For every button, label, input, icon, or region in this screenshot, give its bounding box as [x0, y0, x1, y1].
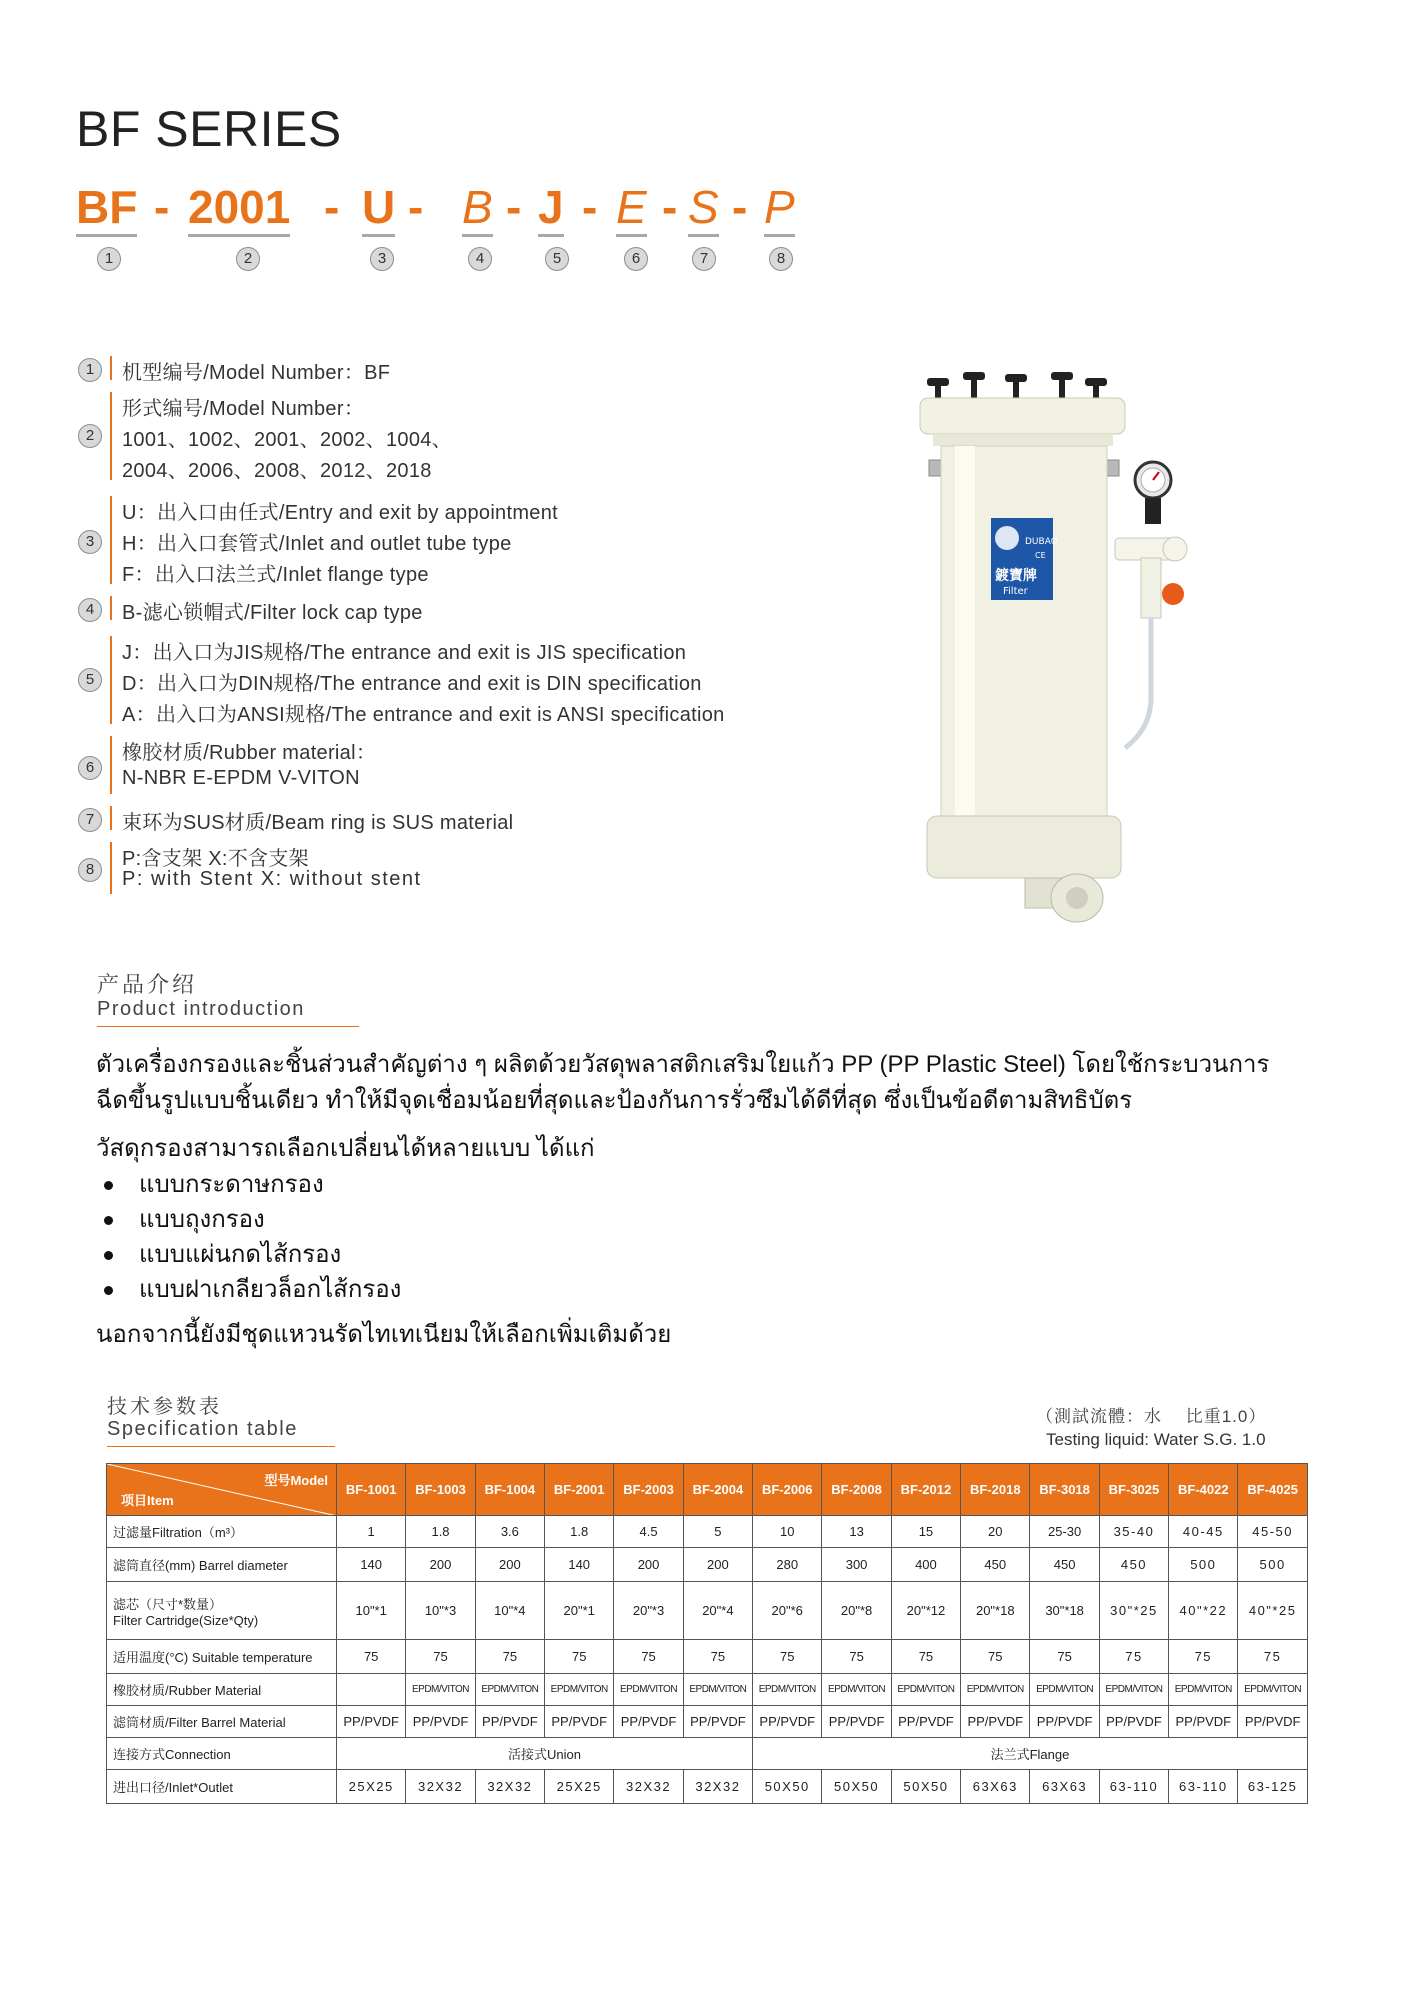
intro-para3: นอกจากนี้ยังมีชุดแหวนรัดไทเทเนียมให้เลือกเพิ่มเติมด้วย	[96, 1321, 672, 1348]
table-row	[107, 1582, 1308, 1640]
table-row	[107, 1548, 1308, 1582]
cell: 32X32	[614, 1770, 683, 1804]
code-separator: -	[506, 181, 522, 233]
header-model-cell: BF-1004	[475, 1464, 544, 1516]
cell: 10"*1	[337, 1582, 406, 1640]
intro-title-cn: 产品介绍	[97, 972, 198, 997]
header-model-cell: BF-3018	[1030, 1464, 1099, 1516]
cell: 30"*18	[1030, 1582, 1099, 1640]
cell: 25X25	[545, 1770, 614, 1804]
cell: PP/PVDF	[1238, 1706, 1307, 1738]
legend-bar	[110, 736, 112, 794]
cell: 50X50	[753, 1770, 822, 1804]
cell: 75	[1099, 1640, 1168, 1674]
code-seg-6: E	[616, 180, 647, 237]
cell: 200	[683, 1548, 752, 1582]
cell: 1	[337, 1516, 406, 1548]
cell: EPDM/VITON	[545, 1674, 614, 1706]
cell: 50X50	[891, 1770, 960, 1804]
code-number-7: 7	[692, 247, 716, 271]
code-number-6: 6	[624, 247, 648, 271]
connection-union: 活接式Union	[337, 1738, 753, 1770]
legend-text: 机型编号/Model Number：BF	[122, 362, 391, 384]
code-seg-5: J	[538, 180, 564, 237]
cell: 75	[683, 1640, 752, 1674]
legend-text: 橡胶材质/Rubber material：	[122, 742, 377, 764]
cell: PP/PVDF	[337, 1706, 406, 1738]
intro-bullet	[104, 1199, 265, 1238]
legend-number: 5	[78, 668, 102, 692]
cell	[337, 1674, 406, 1706]
spec-title-en: Specification table	[107, 1418, 298, 1440]
cell: PP/PVDF	[683, 1706, 752, 1738]
cell: 400	[891, 1548, 960, 1582]
bullet-text: แบบกระดาษกรอง	[139, 1171, 324, 1198]
code-separator: -	[732, 181, 748, 233]
cell: 450	[1030, 1548, 1099, 1582]
cell: 40"*25	[1238, 1582, 1307, 1640]
code-seg-7: S	[688, 180, 719, 237]
header-model-cell: BF-2001	[545, 1464, 614, 1516]
cell: PP/PVDF	[1169, 1706, 1238, 1738]
table-row	[107, 1738, 1308, 1770]
cell: 63-125	[1238, 1770, 1307, 1804]
code-seg-8: P	[764, 180, 795, 237]
legend-text: J：出入口为JIS规格/The entrance and exit is JIS specification	[122, 642, 687, 664]
header-model-cell: BF-2008	[822, 1464, 891, 1516]
cell: 20"*12	[891, 1582, 960, 1640]
bullet-text: แบบฝาเกลียวล็อกไส้กรอง	[139, 1276, 402, 1303]
row-label: 进出口径/Inlet*Outlet	[107, 1770, 337, 1804]
cell: 63X63	[961, 1770, 1030, 1804]
legend-bar	[110, 596, 112, 620]
code-seg-4: B	[462, 180, 493, 237]
cell: 30"*25	[1099, 1582, 1168, 1640]
code-separator: -	[324, 181, 340, 233]
cell: EPDM/VITON	[1030, 1674, 1099, 1706]
cell: 4.5	[614, 1516, 683, 1548]
header-model-cell: BF-4022	[1169, 1464, 1238, 1516]
legend-number: 2	[78, 424, 102, 448]
cell: 45-50	[1238, 1516, 1307, 1548]
cell: 25X25	[337, 1770, 406, 1804]
cell: 450	[961, 1548, 1030, 1582]
row-label-line1: 滤芯（尺寸*数量）	[113, 1596, 223, 1612]
spec-table	[106, 1463, 1308, 1804]
cell: 75	[1030, 1640, 1099, 1674]
cell: 75	[1169, 1640, 1238, 1674]
legend-text: 束环为SUS材质/Beam ring is SUS material	[122, 812, 514, 834]
cell: 63-110	[1099, 1770, 1168, 1804]
cell: 25-30	[1030, 1516, 1099, 1548]
cell: EPDM/VITON	[1099, 1674, 1168, 1706]
bullet-dot	[104, 1286, 113, 1295]
cell: 20"*8	[822, 1582, 891, 1640]
cell: 300	[822, 1548, 891, 1582]
cell: PP/PVDF	[545, 1706, 614, 1738]
row-label: 橡胶材质/Rubber Material	[107, 1674, 337, 1706]
legend-text: 1001、1002、2001、2002、1004、	[122, 429, 452, 451]
bullet-text: แบบแผ่นกดไส้กรอง	[139, 1241, 342, 1268]
legend-number: 4	[78, 598, 102, 622]
cell: 63-110	[1169, 1770, 1238, 1804]
cell: PP/PVDF	[822, 1706, 891, 1738]
cell: 500	[1238, 1548, 1307, 1582]
cell: 20"*18	[961, 1582, 1030, 1640]
bullet-text: แบบถุงกรอง	[139, 1206, 265, 1233]
intro-bullet	[104, 1164, 324, 1203]
cell: PP/PVDF	[406, 1706, 475, 1738]
header-model-cell: BF-3025	[1099, 1464, 1168, 1516]
legend-bar	[110, 356, 112, 380]
cell: EPDM/VITON	[1169, 1674, 1238, 1706]
header-model-cell: BF-2018	[961, 1464, 1030, 1516]
code-separator: -	[408, 181, 424, 233]
cell: 1.8	[545, 1516, 614, 1548]
cell: 10"*3	[406, 1582, 475, 1640]
cell: 50X50	[822, 1770, 891, 1804]
cell: EPDM/VITON	[614, 1674, 683, 1706]
intro-para1-line1: ตัวเครื่องกรองและชิ้นส่วนสำคัญต่าง ๆ ผลิตด้วยวัสดุพลาสติกเสริมใยแก้ว PP (PP Plastic Steel) โดยใช้กระบวนการ	[96, 1051, 1270, 1078]
legend-number: 6	[78, 756, 102, 780]
intro-para2: วัสดุกรองสามารถเลือกเปลี่ยนได้หลายแบบ ได้แก่	[96, 1135, 595, 1162]
cell: 20"*3	[614, 1582, 683, 1640]
code-separator: -	[582, 181, 598, 233]
cell: 20"*1	[545, 1582, 614, 1640]
table-row	[107, 1706, 1308, 1738]
cell: 1.8	[406, 1516, 475, 1548]
row-label: 过滤量Filtration（m³）	[107, 1516, 337, 1548]
cell: 280	[753, 1548, 822, 1582]
code-seg-3: U	[362, 180, 395, 237]
logo-text: DUBAO	[1025, 537, 1058, 547]
intro-bullet	[104, 1234, 341, 1273]
code-number-8: 8	[769, 247, 793, 271]
legend-text: D：出入口为DIN规格/The entrance and exit is DIN specification	[122, 673, 702, 695]
intro-underline	[97, 1026, 359, 1027]
legend-text: H：出入口套管式/Inlet and outlet tube type	[122, 533, 512, 555]
cell: 75	[961, 1640, 1030, 1674]
cell: 32X32	[475, 1770, 544, 1804]
legend-text: P:含支架 X:不含支架	[122, 848, 309, 870]
intro-para1-line2: ฉีดขึ้นรูปแบบชิ้นเดียว ทำให้มีจุดเชื่อมน้อยที่สุดและป้องกันการรั่วซึมได้ดีที่สุด ซึ่งเป็นข้อดีตามสิทธิบัตร	[96, 1087, 1133, 1114]
legend-text: P: with Stent X: without stent	[122, 868, 422, 890]
code-number-4: 4	[468, 247, 492, 271]
header-model-cell: BF-2004	[683, 1464, 752, 1516]
cell: EPDM/VITON	[891, 1674, 960, 1706]
cell: EPDM/VITON	[961, 1674, 1030, 1706]
legend-number: 1	[78, 358, 102, 382]
ce-mark: CE	[1035, 551, 1046, 560]
legend-text: A：出入口为ANSI规格/The entrance and exit is ANSI specification	[122, 704, 725, 726]
table-header-row	[107, 1464, 1308, 1516]
cell: PP/PVDF	[891, 1706, 960, 1738]
code-number-2: 2	[236, 247, 260, 271]
cell: 40"*22	[1169, 1582, 1238, 1640]
cell: 32X32	[683, 1770, 752, 1804]
cell: PP/PVDF	[1030, 1706, 1099, 1738]
table-row	[107, 1640, 1308, 1674]
cell: EPDM/VITON	[475, 1674, 544, 1706]
cell: PP/PVDF	[614, 1706, 683, 1738]
legend-number: 7	[78, 808, 102, 832]
row-label: 适用温度(°C) Suitable temperature	[107, 1640, 337, 1674]
cell: 500	[1169, 1548, 1238, 1582]
header-model-cell: BF-2003	[614, 1464, 683, 1516]
spec-note-cn: （測試流體：水 比重1.0）	[1036, 1407, 1267, 1426]
row-label	[107, 1582, 337, 1640]
cell: 140	[545, 1548, 614, 1582]
code-separator: -	[662, 181, 678, 233]
cell: 63X63	[1030, 1770, 1099, 1804]
legend-number: 8	[78, 858, 102, 882]
spec-note-en: Testing liquid: Water S.G. 1.0	[1046, 1430, 1266, 1449]
spec-underline	[107, 1446, 335, 1447]
table-row	[107, 1674, 1308, 1706]
cell: 200	[614, 1548, 683, 1582]
legend-bar	[110, 842, 112, 894]
code-seg-1: BF	[76, 180, 137, 237]
header-item: 项目Item	[121, 1493, 174, 1508]
cell: PP/PVDF	[753, 1706, 822, 1738]
cell: PP/PVDF	[475, 1706, 544, 1738]
legend-text: U：出入口由任式/Entry and exit by appointment	[122, 502, 558, 524]
cell: 75	[406, 1640, 475, 1674]
cell: 20	[961, 1516, 1030, 1548]
bullet-dot	[104, 1251, 113, 1260]
cell: 40-45	[1169, 1516, 1238, 1548]
table-row	[107, 1516, 1308, 1548]
legend-text: B-滤心锁帽式/Filter lock cap type	[122, 602, 423, 624]
code-number-1: 1	[97, 247, 121, 271]
cell: 75	[545, 1640, 614, 1674]
connection-flange: 法兰式Flange	[753, 1738, 1308, 1770]
table-row	[107, 1770, 1308, 1804]
product-image	[905, 368, 1205, 928]
cell: 75	[891, 1640, 960, 1674]
cell: 75	[753, 1640, 822, 1674]
header-model-cell: BF-1001	[337, 1464, 406, 1516]
row-label: 滤筒直径(mm) Barrel diameter	[107, 1548, 337, 1582]
brand-sub: Filter	[1003, 586, 1028, 597]
cell: 35-40	[1099, 1516, 1168, 1548]
cell: 450	[1099, 1548, 1168, 1582]
legend-bar	[110, 636, 112, 724]
bullet-dot	[104, 1216, 113, 1225]
intro-title-en: Product introduction	[97, 998, 305, 1020]
intro-bullet	[104, 1269, 401, 1308]
header-model-cell: BF-2012	[891, 1464, 960, 1516]
row-label-line2: Filter Cartridge(Size*Qty)	[113, 1612, 259, 1628]
legend-text: 2004、2006、2008、2012、2018	[122, 460, 432, 482]
legend-bar	[110, 392, 112, 480]
cell: 10	[753, 1516, 822, 1548]
cell: 200	[406, 1548, 475, 1582]
cell: 20"*4	[683, 1582, 752, 1640]
legend-text: 形式编号/Model Number：	[122, 398, 365, 420]
brand-label: 鍍寶牌	[995, 568, 1037, 584]
cell: 200	[475, 1548, 544, 1582]
header-corner	[107, 1464, 337, 1516]
cell: 5	[683, 1516, 752, 1548]
code-number-5: 5	[545, 247, 569, 271]
cell: 75	[614, 1640, 683, 1674]
cell: EPDM/VITON	[683, 1674, 752, 1706]
legend-number: 3	[78, 530, 102, 554]
header-model: 型号Model	[264, 1473, 328, 1488]
legend-bar	[110, 496, 112, 584]
model-code	[76, 180, 836, 240]
header-model-cell: BF-2006	[753, 1464, 822, 1516]
cell: EPDM/VITON	[822, 1674, 891, 1706]
legend-bar	[110, 806, 112, 830]
code-number-3: 3	[370, 247, 394, 271]
code-seg-2: 2001	[188, 180, 290, 237]
cell: PP/PVDF	[1099, 1706, 1168, 1738]
cell: 10"*4	[475, 1582, 544, 1640]
cell: 75	[1238, 1640, 1307, 1674]
cell: 15	[891, 1516, 960, 1548]
spec-title-cn: 技术参数表	[107, 1396, 222, 1418]
cell: 3.6	[475, 1516, 544, 1548]
cell: 20"*6	[753, 1582, 822, 1640]
cell: 13	[822, 1516, 891, 1548]
cell: PP/PVDF	[961, 1706, 1030, 1738]
legend-text: N-NBR E-EPDM V-VITON	[122, 767, 360, 789]
cell: 75	[475, 1640, 544, 1674]
cell: 32X32	[406, 1770, 475, 1804]
row-label: 连接方式Connection	[107, 1738, 337, 1770]
cell: EPDM/VITON	[406, 1674, 475, 1706]
header-model-cell: BF-4025	[1238, 1464, 1307, 1516]
bullet-dot	[104, 1181, 113, 1190]
cell: 75	[822, 1640, 891, 1674]
code-separator: -	[154, 181, 170, 233]
legend-text: F：出入口法兰式/Inlet flange type	[122, 564, 429, 586]
page-title: BF SERIES	[76, 101, 342, 157]
cell: 75	[337, 1640, 406, 1674]
cell: 140	[337, 1548, 406, 1582]
header-model-cell: BF-1003	[406, 1464, 475, 1516]
cell: EPDM/VITON	[753, 1674, 822, 1706]
row-label: 滤筒材质/Filter Barrel Material	[107, 1706, 337, 1738]
cell: EPDM/VITON	[1238, 1674, 1307, 1706]
